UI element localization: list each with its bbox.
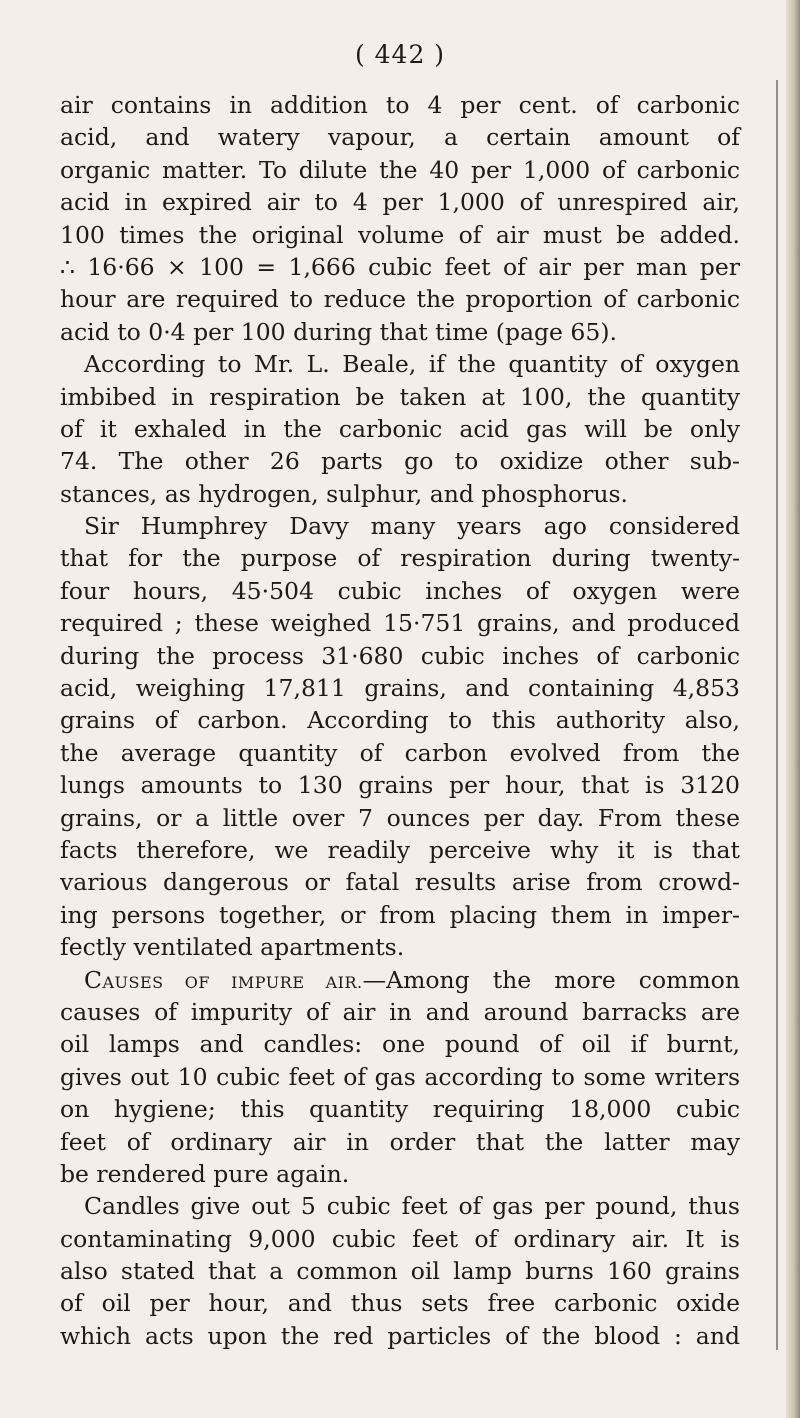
text-line: [60, 283, 740, 315]
page-edge: [786, 0, 800, 1418]
text-line: [60, 1190, 740, 1222]
line-text: which acts upon the red particles of the blood : and: [60, 1321, 740, 1350]
line-text: 100 times the original volume of air must be added.: [60, 220, 740, 249]
line-text: fectly ventilated apartments.: [60, 933, 405, 962]
line-text: hour are required to reduce the proportion of carbonic: [60, 285, 740, 314]
line-text: stances, as hydrogen, sulphur, and phosphorus.: [60, 479, 629, 508]
text-line: [60, 381, 740, 413]
text-line: [60, 1061, 740, 1093]
text-line: [60, 737, 740, 769]
line-text: organic matter. To dilute the 40 per 1,000 of carbonic: [60, 155, 740, 184]
line-text: contaminating 9,000 cubic feet of ordinary air. It is: [60, 1224, 740, 1253]
text-line: [60, 1126, 740, 1158]
text-line: [60, 478, 740, 510]
text-line: [60, 219, 740, 251]
line-text: acid, and watery vapour, a certain amount of: [60, 123, 740, 152]
line-text: grains, or a little over 7 ounces per day. From these: [60, 803, 740, 832]
text-line: [60, 251, 740, 283]
text-line: [60, 186, 740, 218]
text-line: [60, 542, 740, 574]
text-line: [60, 931, 740, 963]
text-line: [60, 899, 740, 931]
text-line: [60, 996, 740, 1028]
text-line: [60, 1093, 740, 1125]
line-text: facts therefore, we readily perceive why it is that: [60, 835, 740, 864]
text-line: [60, 866, 740, 898]
section-heading: CAUSES OF IMPURE AIR.: [84, 965, 363, 994]
line-text: ∴ 16·66 × 100 = 1,666 cubic feet of air per man per: [60, 252, 740, 281]
text-line: [60, 575, 740, 607]
line-text: various dangerous or fatal results arise from crowd-: [60, 868, 740, 897]
text-line: [60, 1158, 740, 1190]
text-line: [60, 348, 740, 380]
line-text: causes of impurity of air in and around barracks are: [60, 997, 740, 1026]
text-line: [60, 413, 740, 445]
text-line: [60, 704, 740, 736]
line-text: be rendered pure again.: [60, 1159, 350, 1188]
line-text: required ; these weighed 15·751 grains, and produced: [60, 609, 740, 638]
line-text: feet of ordinary air in order that the latter may: [60, 1127, 740, 1156]
line-text: also stated that a common oil lamp burns 160 grains: [60, 1257, 740, 1286]
text-line: [60, 1320, 740, 1352]
text-line: [60, 802, 740, 834]
text-line: [60, 316, 740, 348]
text-line: [60, 769, 740, 801]
text-line: [60, 1287, 740, 1319]
page-number: ( 442 ): [354, 40, 446, 69]
line-text: —Among the more common: [362, 965, 740, 994]
text-line: [60, 89, 740, 121]
binding-shadow-line: [776, 80, 778, 1350]
line-text: ing persons together, or from placing them in imper-: [60, 900, 740, 929]
text-line: [60, 672, 740, 704]
line-text: Candles give out 5 cubic feet of gas per pound, thus: [84, 1192, 740, 1221]
line-text: on hygiene; this quantity requiring 18,000 cubic: [60, 1095, 740, 1124]
line-text: acid in expired air to 4 per 1,000 of unrespired air,: [60, 188, 740, 217]
line-text: 74. The other 26 parts go to oxidize other sub-: [60, 447, 740, 476]
line-text: oil lamps and candles: one pound of oil if burnt,: [60, 1030, 740, 1059]
text-line: [60, 445, 740, 477]
line-text: gives out 10 cubic feet of gas according to some writers: [60, 1062, 740, 1091]
text-line: [60, 607, 740, 639]
text-line: [60, 154, 740, 186]
line-text: during the process 31·680 cubic inches of carbonic: [60, 641, 740, 670]
text-line: [60, 510, 740, 542]
text-line: [60, 1255, 740, 1287]
line-text: grains of carbon. According to this authority also,: [60, 706, 740, 735]
line-text: acid to 0·4 per 100 during that time (page 65).: [60, 317, 617, 346]
line-text: that for the purpose of respiration during twenty-: [60, 544, 740, 573]
line-text: imbibed in respiration be taken at 100, the quantity: [60, 382, 740, 411]
line-text: four hours, 45·504 cubic inches of oxygen were: [60, 576, 740, 605]
line-text: lungs amounts to 130 grains per hour, that is 3120: [60, 771, 740, 800]
line-text: of oil per hour, and thus sets free carbonic oxide: [60, 1289, 740, 1318]
text-line: [60, 834, 740, 866]
text-line: [60, 121, 740, 153]
text-line: [60, 1223, 740, 1255]
text-line: [60, 640, 740, 672]
line-text: Sir Humphrey Davy many years ago considered: [84, 512, 740, 541]
line-text: air contains in addition to 4 per cent. of carbonic: [60, 91, 740, 119]
body-text: [60, 89, 740, 1352]
text-line: [60, 964, 740, 996]
line-text: According to Mr. L. Beale, if the quantity of oxygen: [84, 350, 740, 379]
text-line: [60, 1028, 740, 1060]
line-text: of it exhaled in the carbonic acid gas will be only: [60, 414, 740, 443]
line-text: the average quantity of carbon evolved from the: [60, 738, 740, 767]
line-text: acid, weighing 17,811 grains, and containing 4,853: [60, 674, 740, 703]
